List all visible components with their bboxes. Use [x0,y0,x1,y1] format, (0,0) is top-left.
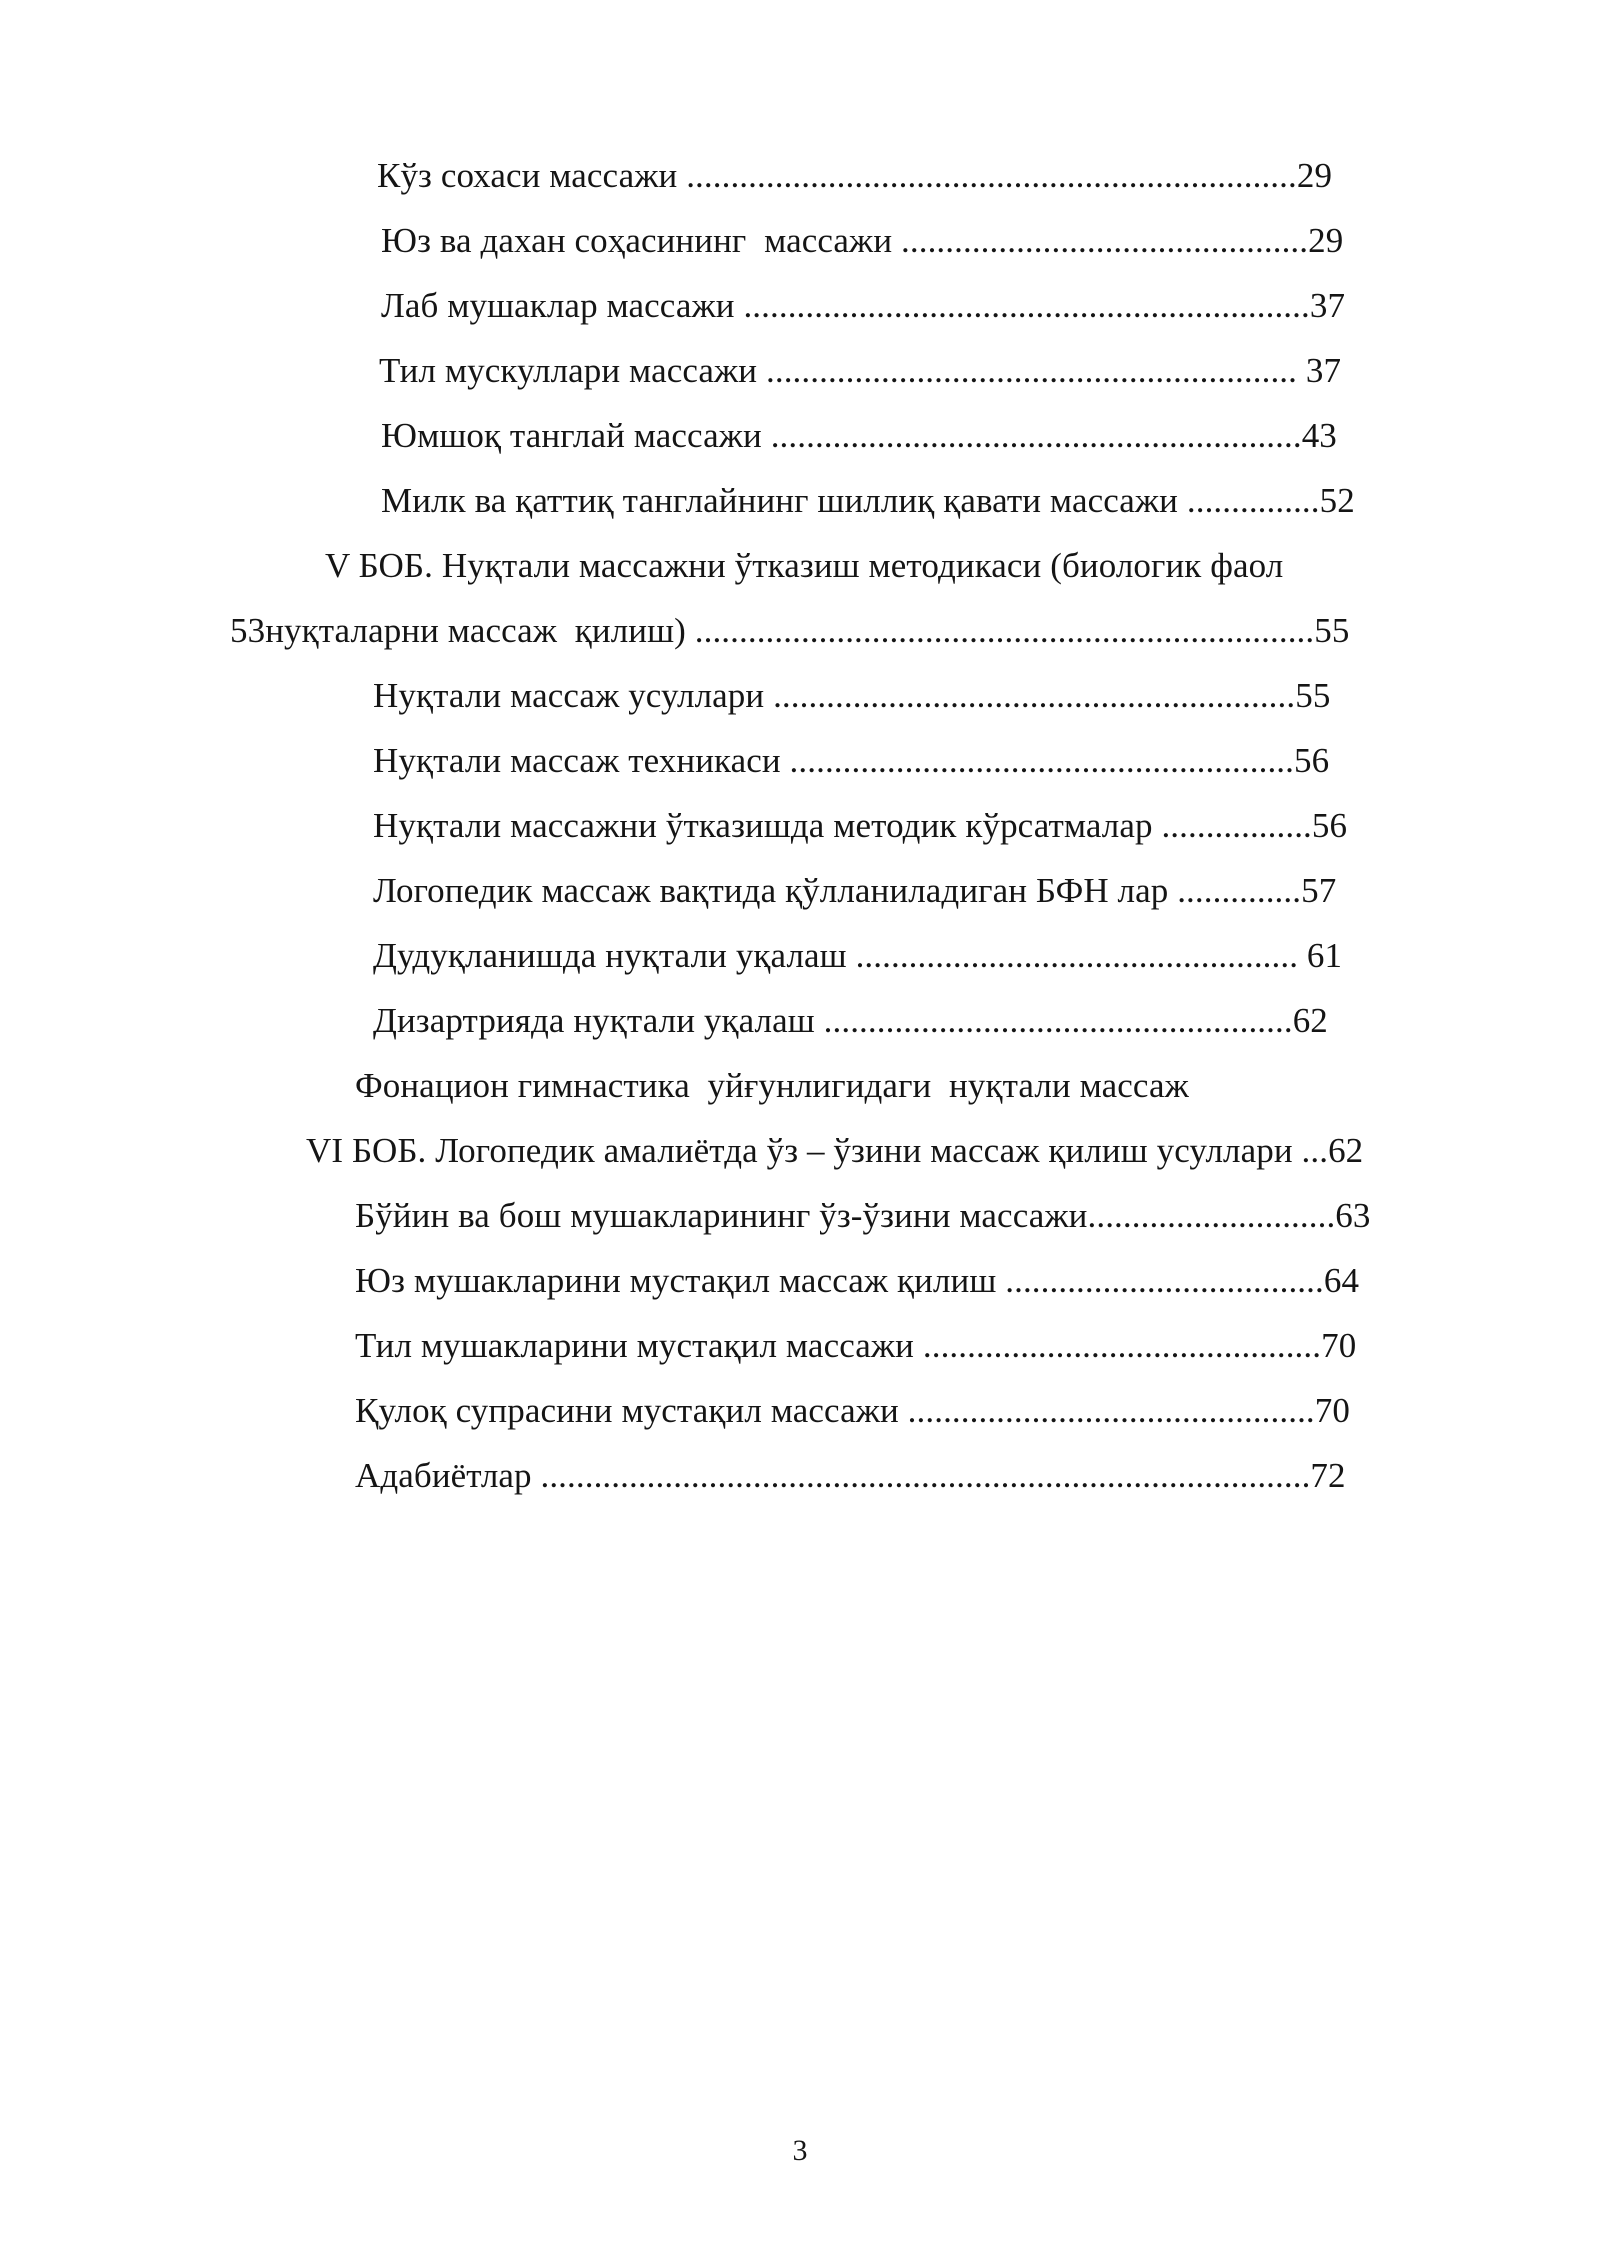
page-number: 3 [792,2134,808,2167]
toc-entry-point-massage-methods: Нуқтали массаж усуллари ...........................................................55 [373,676,1331,715]
toc-entry-tongue-muscles-massage: Тил мускуллари массажи ............................................................ 37 [379,351,1342,390]
toc-entry-lip-muscles-massage: Лаб мушаклар массажи ................................................................37 [381,286,1346,325]
toc-entry-methodical-guidelines: Нуқтали массажни ўтказишда методик кўрсатмалар .................56 [373,806,1348,845]
toc-entry-tongue-self-massage: Тил мушакларини мустақил массажи .............................................70 [355,1326,1357,1365]
toc-entry-soft-palate-massage: Юмшоқ танглай массажи ............................................................43 [381,416,1337,455]
toc-entry-neck-head-self-massage: Бўйин ва бош мушакларининг ўз-ўзини массажи............................63 [355,1196,1371,1235]
toc-entry-references: Адабиётлар .......................................................................................72 [355,1456,1346,1495]
toc-entry-point-massage-technique: Нуқтали массаж техникаси .........................................................56 [373,741,1330,780]
toc-chapter-v-heading: V БОБ. Нуқтали массажни ўтказиш методикаси (биологик фаол [325,546,1284,585]
toc-chapter-vi-heading: VI БОБ. Логопедик амалиётда ўз – ўзини массаж қилиш усуллари ...62 [306,1131,1364,1170]
toc-entry-stuttering-point-massage: Дудуқланишда нуқтали уқалаш .................................................. 61 [373,936,1343,975]
toc-chapter-v-continuation: 53нуқталарни массаж қилиш) ......................................................................55 [230,611,1350,650]
toc-entry-face-self-massage: Юз мушакларини мустақил массаж қилиш ....................................64 [355,1261,1360,1300]
toc-entry-bfn-points: Логопедик массаж вақтида қўлланиладиган БФН лар ..............57 [373,871,1337,910]
toc-entry-ear-self-massage: Қулоқ супрасини мустақил массажи ..............................................70 [355,1391,1350,1430]
toc-entry-face-chin-massage: Юз ва дахан соҳасининг массажи ..............................................29 [381,221,1344,260]
toc-entry-dysarthria-point-massage: Дизартрияда нуқтали уқалаш .....................................................62 [373,1001,1328,1040]
toc-entry-phonation-gymnastics: Фонацион гимнастика уйғунлигидаги нуқтали массаж [355,1066,1189,1105]
toc-entry-gum-hard-palate-massage: Милк ва қаттиқ танглайнинг шиллиқ қавати массажи ...............52 [381,481,1355,520]
toc-entry-eye-area-massage: Кўз сохаси массажи .....................................................................29 [377,156,1333,195]
